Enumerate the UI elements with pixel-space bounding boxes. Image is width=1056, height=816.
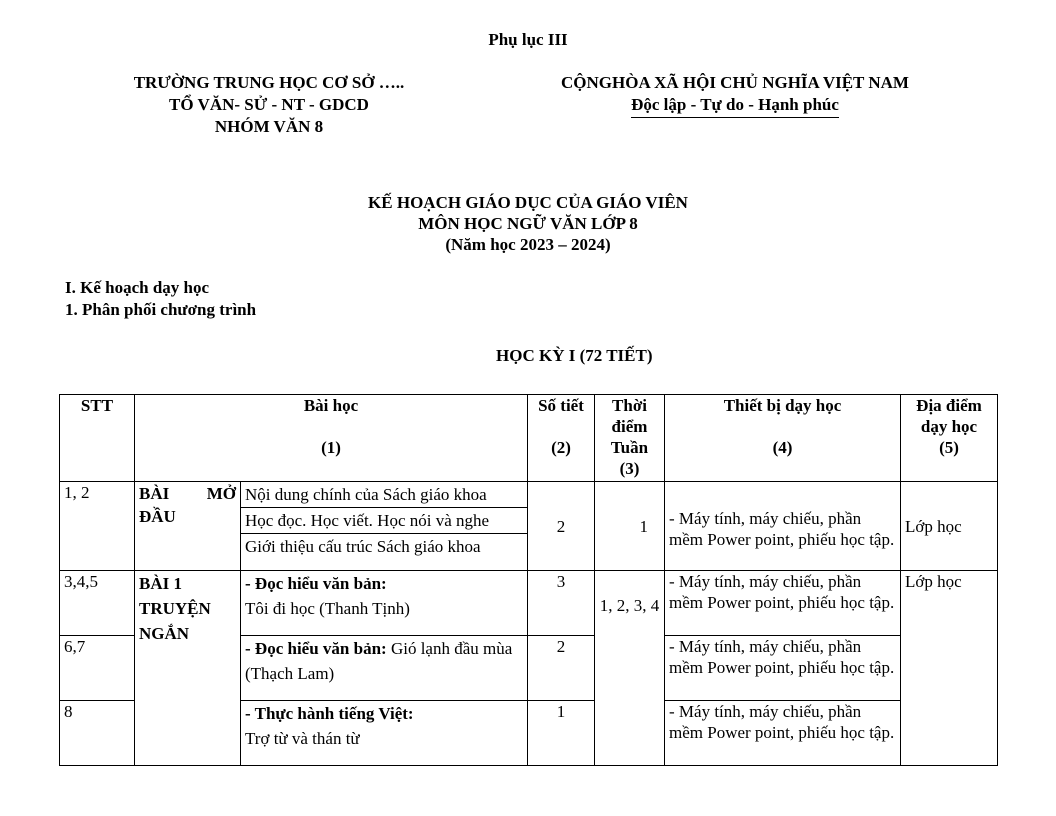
list-item: Giới thiệu cấu trúc Sách giáo khoa <box>245 537 481 556</box>
row-week: 1, 2, 3, 4 <box>595 571 665 766</box>
title-line-2: MÔN HỌC NGỮ VĂN LỚP 8 <box>418 214 638 233</box>
header-periods: Số tiết (2) <box>528 395 595 482</box>
section-heading-2: 1. Phân phối chương trình <box>65 300 257 319</box>
row-periods: 2 <box>528 636 595 701</box>
row-stt: 1, 2 <box>60 482 135 571</box>
header-equipment: Thiết bị dạy học (4) <box>665 395 901 482</box>
document-title <box>0 192 1056 255</box>
row-lesson-list <box>241 482 528 571</box>
appendix-label: Phụ lục III <box>488 30 568 49</box>
row-equipment: - Máy tính, máy chiếu, phần mềm Power point, phiếu học tập. <box>665 701 901 766</box>
title-line-3: (Năm học 2023 – 2024) <box>445 235 611 254</box>
row-unit: BÀI MỞ ĐẦU <box>135 482 241 571</box>
row-lesson: - Thực hành tiếng Việt: Trợ từ và thán từ <box>241 701 528 766</box>
header-time: Thời điểm Tuần (3) <box>595 395 665 482</box>
group-name: NHÓM VĂN 8 <box>214 117 324 136</box>
curriculum-table <box>59 394 998 766</box>
country-name: CỘNGHÒA XÃ HỘI CHỦ NGHĨA VIỆT NAM <box>561 73 909 92</box>
table-header-row <box>60 395 998 482</box>
row-periods: 2 <box>528 482 595 571</box>
table-row <box>60 482 998 571</box>
table-row <box>60 571 998 636</box>
list-item: Nội dung chính của Sách giáo khoa <box>241 482 527 508</box>
row-periods: 3 <box>528 571 595 636</box>
section-heading-1: I. Kế hoạch dạy học <box>65 278 210 297</box>
header-lesson: Bài học (1) <box>135 395 528 482</box>
row-lesson: - Đọc hiểu văn bản: Gió lạnh đầu mùa (Thạch Lam) <box>241 636 528 701</box>
row-stt: 3,4,5 <box>60 571 135 636</box>
row-place: Lớp học <box>901 482 998 571</box>
header-place: Địa điểm dạy học (5) <box>901 395 998 482</box>
row-week: 1 <box>595 482 665 571</box>
row-place: Lớp học <box>901 571 998 766</box>
school-header <box>80 72 458 138</box>
department-name: TỔ VĂN- SỬ - NT - GDCD <box>169 95 369 114</box>
semester-heading: HỌC KỲ I (72 TIẾT) <box>496 346 653 365</box>
school-name: TRƯỜNG TRUNG HỌC CƠ SỞ ….. <box>133 73 405 92</box>
row-periods: 1 <box>528 701 595 766</box>
header-stt: STT <box>60 395 135 482</box>
row-equipment: - Máy tính, máy chiếu, phần mềm Power point, phiếu học tập. <box>665 636 901 701</box>
row-equipment: - Máy tính, máy chiếu, phần mềm Power point, phiếu học tập. <box>665 482 901 571</box>
title-line-1: KẾ HOẠCH GIÁO DỤC CỦA GIÁO VIÊN <box>368 193 688 212</box>
row-lesson: - Đọc hiểu văn bản: Tôi đi học (Thanh Tịnh) <box>241 571 528 636</box>
row-stt: 6,7 <box>60 636 135 701</box>
row-stt: 8 <box>60 701 135 766</box>
national-header <box>530 72 940 118</box>
list-item: Học đọc. Học viết. Học nói và nghe <box>241 508 527 534</box>
row-unit: BÀI 1 TRUYỆN NGẮN <box>135 571 241 766</box>
row-equipment: - Máy tính, máy chiếu, phần mềm Power point, phiếu học tập. <box>665 571 901 636</box>
national-motto: Độc lập - Tự do - Hạnh phúc <box>631 94 839 118</box>
